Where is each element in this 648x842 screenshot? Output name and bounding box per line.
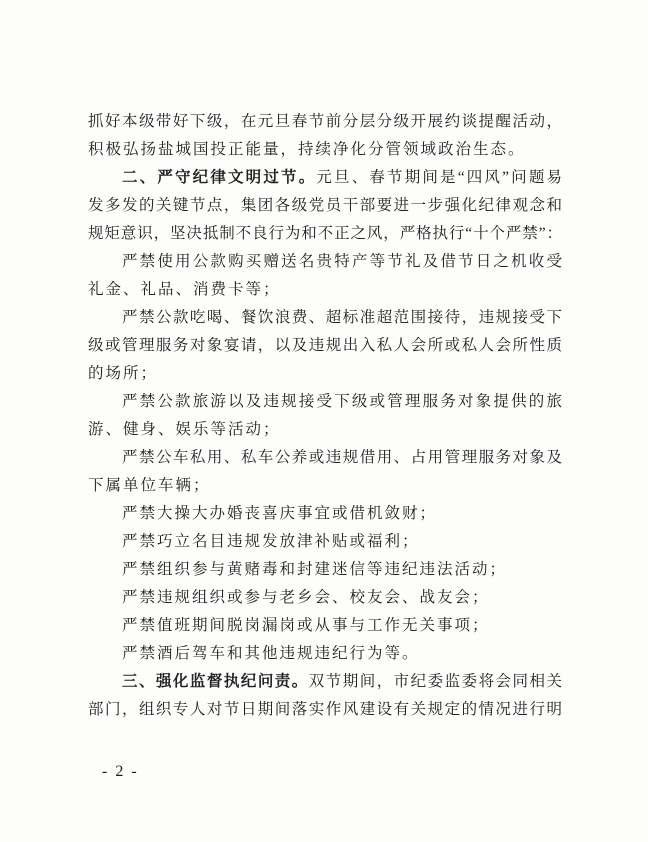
text-line: 严禁组织参与黄赌毒和封建迷信等违纪违法活动； [122,561,508,578]
section-heading: 二、严守纪律文明过节。 [122,169,317,186]
text-segment: 元旦、春节期间是“四风”问题易 [316,169,562,186]
text-line [88,164,562,192]
text-line: 的场所； [88,365,159,382]
text-line: 严禁违规组织或参与老乡会、校友会、战友会； [122,589,490,606]
text-line: 严禁公款旅游以及违规接受下级或管理服务对象提供的旅 [122,393,562,410]
text-line [88,668,562,696]
text-line: 抓好本级带好下级，在元旦春节前分层分级开展约谈提醒活动， [88,113,562,130]
document-body [88,108,562,724]
text-segment: 双节期间，市纪委监委将会同相关 [308,673,562,690]
text-line: 严禁公款吃喝、餐饮浪费、超标准超范围接待，违规接受下 [122,309,562,326]
text-line: 下属单位车辆； [88,477,211,494]
text-line: 严禁公车私用、私车公养或违规借用、占用管理服务对象及 [122,449,562,466]
text-line: 游、健身、娱乐等活动； [88,421,281,438]
text-line: 发多发的关键节点，集团各级党员干部要进一步强化纪律观念和 [88,197,562,214]
text-line: 严禁大操大办婚丧喜庆事宜或借机敛财； [122,505,438,522]
text-line: 积极弘扬盐城国投正能量，持续净化分管领域政治生态。 [88,141,526,158]
text-line: 级或管理服务对象宴请，以及违规出入私人会所或私人会所性质 [88,337,562,354]
text-line: 礼金、礼品、消费卡等； [88,281,281,298]
text-line: 严禁使用公款购买赠送名贵特产等节礼及借节日之机收受 [122,253,562,270]
text-line: 严禁值班期间脱岗漏岗或从事与工作无关事项； [122,617,490,634]
text-line: 严禁酒后驾车和其他违规违纪行为等。 [122,645,420,662]
text-line: 严禁巧立名目违规发放津补贴或福利； [122,533,420,550]
page-number: - 2 - [102,763,138,780]
section-heading: 三、强化监督执纪问责。 [122,673,309,690]
text-line: 部门，组织专人对节日期间落实作风建设有关规定的情况进行明 [88,701,562,718]
text-line: 规矩意识，坚决抵制不良行为和不正之风，严格执行“十个严禁”： [88,225,562,242]
